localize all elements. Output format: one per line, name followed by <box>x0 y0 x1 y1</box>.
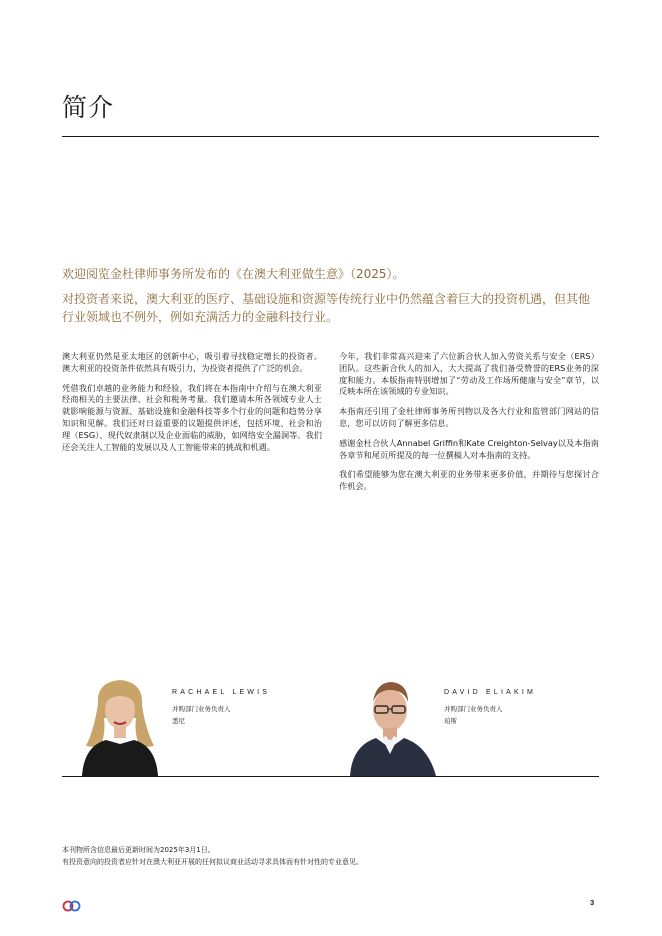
firm-logo-icon <box>62 897 82 909</box>
person-name: RACHAEL LEWIS <box>172 689 271 696</box>
paragraph: 今年，我们非常高兴迎来了六位新合伙人加入劳资关系与安全（ERS）团队。这些新合伙人的加入，大大提高了我们备受赞誉的ERS业务的深度和能力。本版指南特别增加了“劳动及工作场所健康与安全”章节，以反映本所在该领域的专业知识。 <box>339 351 599 397</box>
paragraph: 凭借我们卓越的业务能力和经验，我们将在本指南中介绍与在澳大利亚经商相关的主要法律、社会和税务考量。我们邀请本所各领域专业人士就影响能源与资源、基础设施和金融科技等多个行业的问题和趋势分享知识和见解。我们还对日益重要的议题提供评述，包括环境、社会和治理（ESG）、现代奴隶制以及企业面临的威胁，如网络安全漏洞等。我们还会关注人工智能的发展以及人工智能带来的挑战和机遇。 <box>62 382 322 452</box>
person-role: 并购部门业务负责人 <box>172 705 231 713</box>
footnote <box>62 844 363 868</box>
title-divider <box>62 136 599 137</box>
person-name: DAVID ELIAKIM <box>444 689 537 696</box>
footnote-line: 有投资意向的投资者应针对在澳大利亚开展的任何拟议商业活动寻求具体而有针对性的专业意见。 <box>62 858 363 866</box>
portrait-man-image <box>350 674 438 776</box>
profiles-divider <box>62 776 599 777</box>
person-location: 珀斯 <box>444 717 457 725</box>
left-column <box>62 351 322 461</box>
paragraph: 本指南还引用了金杜律师事务所刊物以及各大行业和监管部门网站的信息，您可以访问了解更多信息。 <box>339 406 599 428</box>
portrait-photo <box>350 674 438 776</box>
paragraph: 感谢金杜合伙人Annabel Griffin和Kate Creighton-Selvay以及本指南各章节和尾页所提及的每一位撰稿人对本指南的支持。 <box>339 437 599 460</box>
footnote-line: 本刊物所含信息最后更新时间为2025年3月1日。 <box>62 846 215 854</box>
portrait-photo <box>76 674 164 776</box>
paragraph: 我们希望能够为您在澳大利亚的业务带来更多价值，并期待与您探讨合作机会。 <box>339 469 599 492</box>
page-number: 3 <box>590 898 595 907</box>
person-role: 并购部门业务负责人 <box>444 705 503 713</box>
paragraph: 澳大利亚仍然是亚太地区的创新中心，吸引着寻找稳定增长的投资者。澳大利亚的投资条件依然具有吸引力，为投资者提供了广泛的机会。 <box>62 351 322 373</box>
page-title: 简介 <box>62 93 115 122</box>
intro-lead: 欢迎阅览金杜律师事务所发布的《在澳大利亚做生意》（2025）。 <box>62 267 405 281</box>
portrait-woman-image <box>76 674 164 776</box>
person-location: 悉尼 <box>172 717 185 725</box>
intro-sub-lead: 对投资者来说，澳大利亚的医疗、基础设施和资源等传统行业中仍然蕴含着巨大的投资机遇，但其他行业领域也不例外，例如充满活力的金融科技行业。 <box>62 292 591 324</box>
right-column <box>339 351 599 501</box>
